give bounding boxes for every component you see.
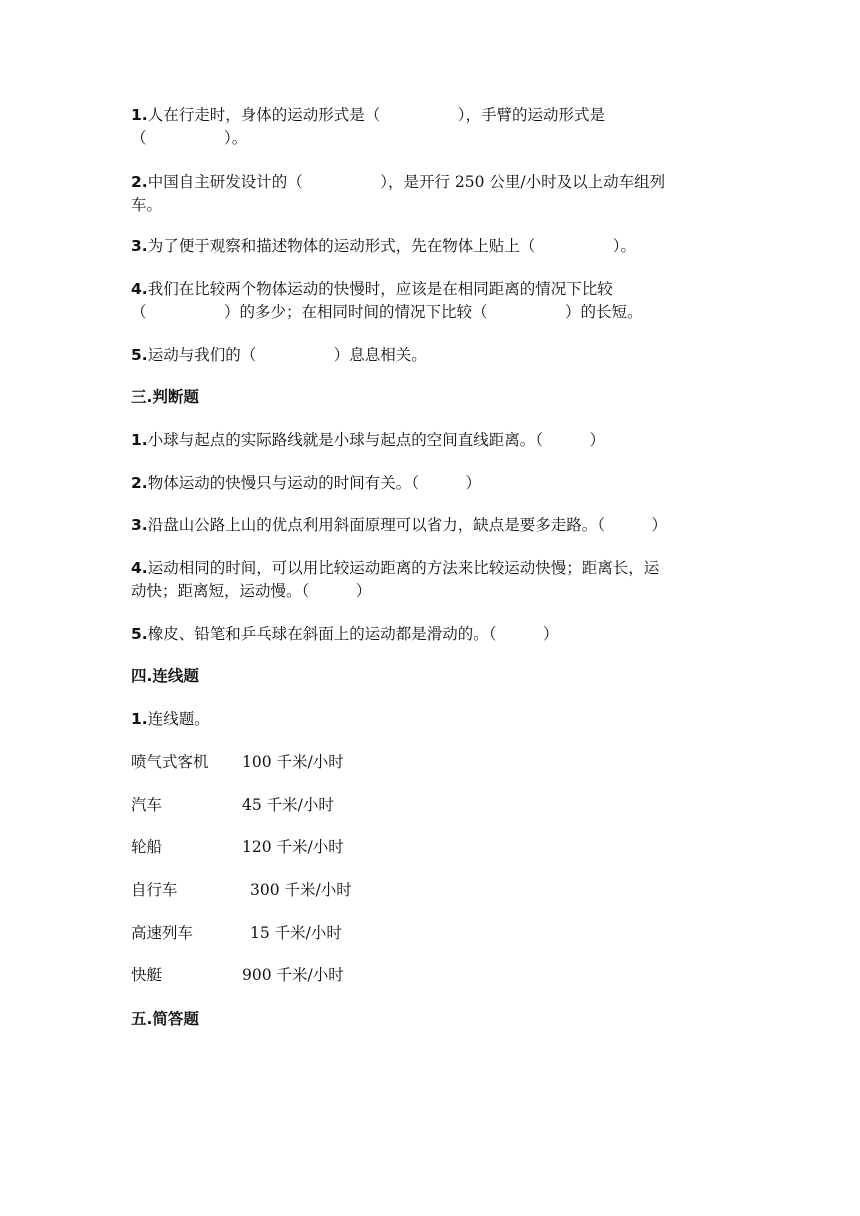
fill-q2-line1 — [131, 171, 665, 193]
match-left-item: 汽车 — [131, 796, 163, 814]
question-number: 1. — [131, 106, 148, 124]
fill-q2-line2: 车。 — [131, 196, 163, 214]
match-left-item: 快艇 — [131, 966, 163, 984]
question-text: 橡皮、铅笔和乒乓球在斜面上的运动都是滑动的。（ ） — [147, 625, 559, 643]
question-text: 连线题。 — [147, 710, 210, 728]
question-number: 4. — [131, 559, 148, 577]
judge-q4-line2: 动快；距离短，运动慢。（ ） — [131, 582, 372, 600]
question-number: 1. — [131, 431, 148, 449]
question-text: 运动与我们的（ ）息息相关。 — [147, 346, 427, 364]
match-right-item: 45 千米/小时 — [242, 796, 334, 814]
fill-q5-line1 — [131, 344, 427, 366]
match-left-item: 高速列车 — [131, 924, 194, 942]
question-text: 为了便于观察和描述物体的运动形式，先在物体上贴上（ ）。 — [147, 237, 636, 255]
question-number: 3. — [131, 516, 148, 534]
section-heading-matching: 四.连线题 — [131, 667, 199, 685]
question-number: 4. — [131, 280, 148, 298]
question-number: 3. — [131, 237, 148, 255]
judge-q5-line1 — [131, 623, 558, 645]
match-right-item: 15 千米/小时 — [250, 924, 342, 942]
question-text: 沿盘山公路上山的优点利用斜面原理可以省力，缺点是要多走路。（ ） — [147, 516, 667, 534]
question-text: 人在行走时，身体的运动形式是（ ），手臂的运动形式是 — [147, 106, 605, 124]
question-text: 我们在比较两个物体运动的快慢时，应该是在相同距离的情况下比较 — [147, 280, 613, 298]
question-text: 物体运动的快慢只与运动的时间有关。（ ） — [147, 474, 481, 492]
question-text: 中国自主研发设计的（ ），是开行 250 公里/小时及以上动车组列 — [147, 173, 666, 191]
judge-q3-line1 — [131, 514, 667, 536]
fill-q4-line2: （ ）的多少；在相同时间的情况下比较（ ）的长短。 — [131, 303, 643, 321]
question-number: 5. — [131, 625, 148, 643]
question-number: 2. — [131, 173, 148, 191]
match-left-item: 自行车 — [131, 881, 178, 899]
fill-q3-line1 — [131, 235, 636, 257]
match-right-item: 900 千米/小时 — [242, 966, 344, 984]
fill-q1-line2: （ ）。 — [131, 129, 248, 147]
question-number: 1. — [131, 710, 148, 728]
match-right-item: 100 千米/小时 — [242, 753, 344, 771]
match-right-item: 300 千米/小时 — [250, 881, 352, 899]
section-heading-judge: 三.判断题 — [131, 388, 199, 406]
judge-q2-line1 — [131, 472, 481, 494]
fill-q1-line1 — [131, 104, 605, 126]
question-number: 5. — [131, 346, 148, 364]
match-left-item: 喷气式客机 — [131, 753, 209, 771]
judge-q1-line1 — [131, 429, 605, 451]
question-text: 运动相同的时间，可以用比较运动距离的方法来比较运动快慢；距离长，运 — [147, 559, 660, 577]
question-text: 小球与起点的实际路线就是小球与起点的空间直线距离。（ ） — [147, 431, 605, 449]
question-number: 2. — [131, 474, 148, 492]
judge-q4-line1 — [131, 557, 659, 579]
match-right-item: 120 千米/小时 — [242, 838, 344, 856]
fill-q4-line1 — [131, 278, 613, 300]
matching-q1-line1 — [131, 708, 210, 730]
section-heading-short-answer: 五.简答题 — [131, 1010, 199, 1028]
match-left-item: 轮船 — [131, 838, 163, 856]
